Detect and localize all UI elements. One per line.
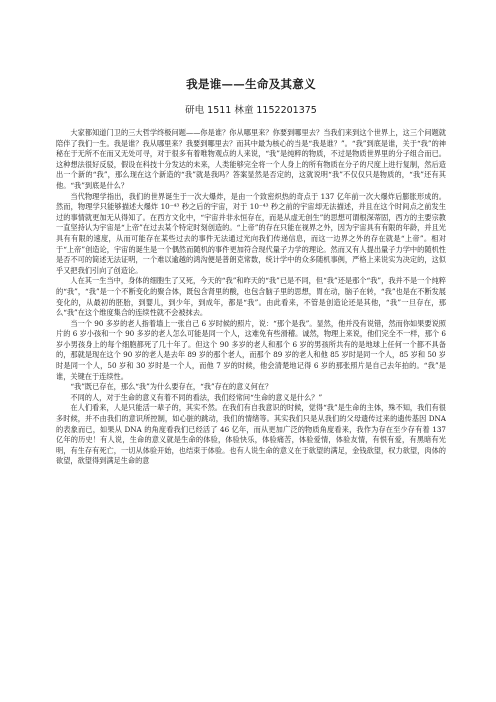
document-authors: 研电 1511 林童 1152201375 [185,105,317,116]
paragraph-2: 当代物理学指出，我们的世界诞生于一次大爆炸，是由一个致密炽热的奇点于 137 亿年前一次大爆炸后膨胀形成的。然而，物理学只能够描述大爆炸 10⁻⁴³ 秒之后的宇宙，对于 10⁻⁴³ 秒之前的宇宙却无法描述，并且在这个时间点之前发生过的事情就更加无从得知了。在西方文化中，“宇宙并非永恒存在，而是从虚无创生”的思想可谓根深蒂固，西方的主要宗教一直坚持认为宇宙是“上帝”在过去某个特定时刻创造的。“上帝”的存在只能在视界之外，因为宇宙具有有限的年龄，并且光具有有限的速度，从而可能存在某些过去的事件无法通过光向我们传递信息，而这一边界之外的存在就是“上帝”。相对于“上帝”创造论，宇宙的诞生是一个偶然而随机的事件更加符合现代量子力学的理论。然而又有人提出量子力学中的随机性是否不可的简述无法证明，一个难以逾越的鸿沟便是普朗克常数，统计学中的众多随机事例，严格上来说实为决定的，这似乎又把我们引向了创造论。 [56,191,446,275]
paragraph-7: 在人们看来，人是只能活一辈子的，其实不然。在我们有自我意识的时候，觉得“我”是生命的主体，殊不知，我们有很多时候，并不由我们的意识所控制，如心脏的跳动，我们的情绪等。其实我们只是从我们的父母遗传过来的遗传基因 DNA 的表象而已，如果从 DNA 的角度看我们已经活了 46 亿年，而从更加广泛的物质角度看来，我作为存在至少存有着 137 亿年的历史！有人说，生命的意义就是生命的体验，体验快乐，体验痛苦，体验爱情，体验友情，有恨有爱，有黑暗有光明，有生存有死亡，一切从体验开始，也结束于体验。也有人说生命的意义在于欲望的满足，金钱欲望，权力欲望，肉体的欲望，欲望得到满足生命的意 [56,403,446,466]
paragraph-3: 人在其一生当中，身体的细胞生了又死，今天的“我”和昨天的“我”已是不同，但“我”还是那个“我”，我并不是一个纯粹的“我”，“我”是一个不断变化的聚合体，既包含肾里的酸，也包含脑子里的思想，胃在动，脑子在转，“我”也是在不断发展变化的，从最初的胚胎，到婴儿，到少年，到成年，都是“我”。由此看来，不管是创造论还是其他，“我”一旦存在，那么“我”在这个维度集合的连续性就不会被抹去。 [56,276,446,318]
document-title: 我是谁——生命及其意义 [186,77,316,91]
document-body [56,128,446,467]
paragraph-5: “我”既已存在，那么“我”为什么要存在，“我”存在的意义何在？ [70,382,273,392]
paragraph-6: 不同的人，对于生命的意义有着不同的看法，我们经常问“生命的意义是什么？” [70,392,323,402]
paragraph-4: 当一个 90 多岁的老人指着墙上一张自己 6 岁时候的照片，说：“那个是我”。显然，他并没有说错，然而你如果要说照片的 6 岁小孩和一个 90 多岁的老人怎么可能是同一个人，这难免有些滑稽。诚然，物理上来说，他们完全不一样，那个 6 岁小男孩身上的每个细胞都死了几十年了。但这个 90 多岁的老人和那个 6 岁的男孩所共有的是地球上任何一个都不具备的，那就是现在这个 90 岁的老人是去年 89 岁的那个老人，而那个 89 岁的老人和他 85 岁时是同一个人，85 岁和 50 岁时是同一个人，50 岁和 30 岁时是一个人，而他 7 岁的时候，他会清楚地记得 6 岁的那张照片是自己去年拍的。“我”是谁，关键在于连续性。 [56,318,446,381]
paragraph-1: 大家都知道门卫的三大哲学终极问题——你是谁？你从哪里来？你要到哪里去？当我们来到这个世界上，这三个问题就陪伴了我们一生。我是谁？我从哪里来？我要到哪里去？而其中最为核心的当是“我是谁？”。“我”到底是谁，关于“我”的神秘在于无所不在而又无处可寻，对于很多有着唯物观点的人来说，“我”是纯粹的物质，不过是物质世界里的分子组合而已。这种想法很好反驳，假设在科技十分发达的未来，人类能够完全将一个人身上的所有物质在分子的尺度上进行复制，然后造出一个新的“我”，那么现在这个新造的“我”就是我吗？答案显然是否定的，这就说明“我”不仅仅只是物质的，“我”还有其他。“我”到底是什么？ [56,128,446,190]
